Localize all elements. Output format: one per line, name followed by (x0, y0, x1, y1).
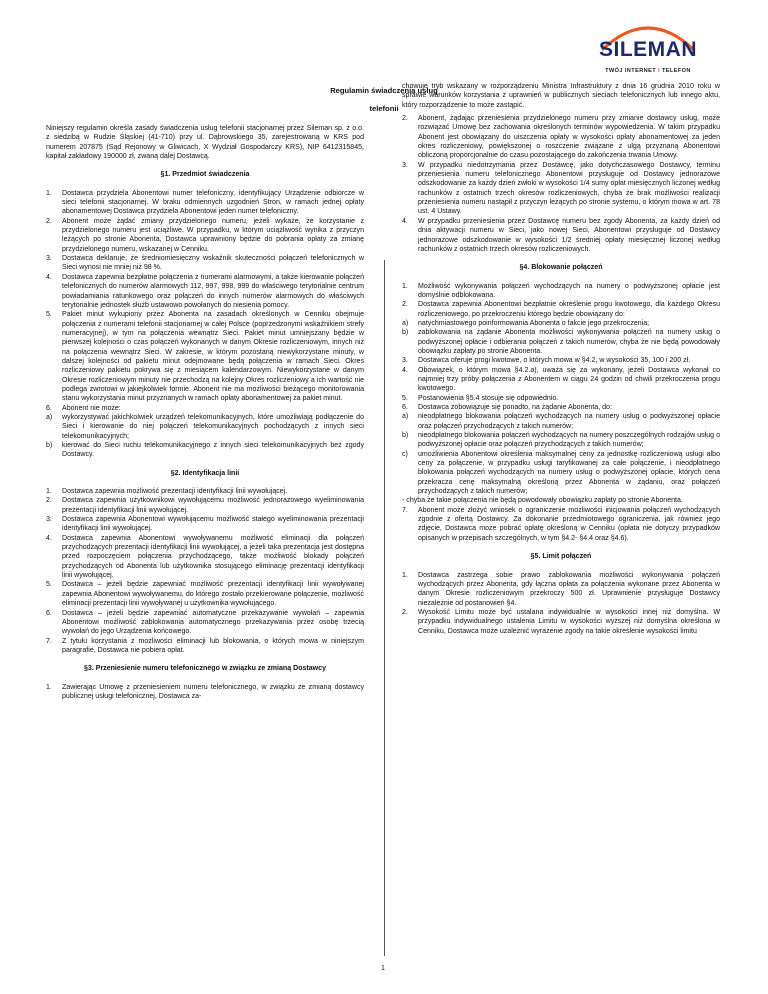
list-item-text: Pakiet minut wykupiony przez Abonenta na zasadach określonych w Cenniku obejmuje połączenia z numerami telefonii stacjonarnej w całej Polsce (poprzedzonymi wskaźnikiem strefy numeracyjnej), w tym na połączenia wewnątrz Sieci. Pakiet minut umniejszany będzie w pierwszej kolejności o czas połączeń wykonanych w danym Okresie rozliczeniowym, innych niż na połączenia wewnątrz Sieci. W zakresie, w którym pozostaną niewykorzystane minuty, w dalszej kolejności od pakietu minut odejmowane będą połączenia w ramach Sieci. Okres rozliczeniowy pakietu pokrywa się z miesiącem kalendarzowym. Niewykorzystane w danym Okresie rozliczeniowym minuty nie przechodzą na kolejny Okres rozliczeniowy a ich wartość nie podlega zwrotowi w jakiejkolwiek formie. Abonent nie ma możliwości bieżącego monitorowania stanu wykorzystania minut przyznanych w ramach opłaty abonamentowej za pakiet minut. (62, 311, 364, 403)
list-item-number: 7. (46, 637, 52, 645)
list-item (402, 450, 720, 497)
list-item (402, 328, 720, 356)
list-item-number: 1. (46, 488, 52, 496)
list-item-text: Dostawca zapewnia Abonentowi wywoływanemu możliwość eliminacji dla połączeń przychodzących prezentacji identyfikacji linii wywołującej, a jeżeli taka prezentacja jest dostępna przed rozpoczęciem połączenia przychodzącego, także możliwość blokady połączeń przychodzących od Abonenta lub użytkownika stosującego eliminację prezentacji identyfikacji linii wywołującej. (62, 534, 364, 580)
list-item-number: 2. (46, 497, 52, 505)
list-item-text: Dostawca zapewnia możliwość prezentacji identyfikacji linii wywołującej. (62, 488, 288, 496)
list-item-number: 5. (402, 394, 408, 402)
list-item (46, 310, 364, 403)
page-number: 1 (381, 965, 385, 972)
list-item (46, 683, 364, 702)
list-item-text: nieodpłatnego blokowania połączeń wychodzących na numery usług o podwyższonej opłacie oraz połączeń przychodzących z takich numerów; (418, 413, 720, 430)
list-item-number: 3. (402, 161, 408, 169)
list-item-text: W przypadku przeniesienia przez Dostawcę numeru bez zgody Abonenta, za każdy dzień od dnia aktywacji numeru w Sieci, jako nowej Sieci, Abonentowi przysługuje od Dostawcy jednorazowe odszkodowanie w wysokości 1/2 średniej opłaty miesięcznej liczonej według rachunków z ostatnich trzech okresów rozliczeniowych. (418, 217, 720, 253)
list-item (402, 282, 720, 301)
section-heading: §2. Identyfikacja linii (170, 469, 240, 477)
list-item-number: 2. (46, 217, 52, 225)
list-item-text: Dostawca deklaruje, że średniomiesięczny wskaźnik skuteczności połączeń telefonicznych w Sieci wynosi nie mniej niż 98 %. (62, 255, 364, 272)
left-column (46, 124, 364, 701)
list-item-text: kierować do Sieci ruchu telekomunikacyjnego z innych sieci telekomunikacyjnych bez zgody Dostawcy. (62, 442, 364, 459)
list-item-number: 5. (46, 311, 52, 319)
list-item (402, 356, 720, 365)
list-item-number: b) (402, 329, 409, 337)
list-item-text: Dostawca zapewnia użytkownikowi wywołującemu możliwość jednorazowego wyeliminowania prezentacji identyfikacji linii wywołującej. (62, 497, 364, 514)
document-title: Regulamin świadczenia usług (330, 86, 438, 95)
list-item-number: 3. (402, 357, 408, 365)
list-item-number: 7. (402, 506, 408, 514)
list-item (46, 580, 364, 608)
list-item (402, 114, 720, 161)
list-item-number: 5. (46, 581, 52, 589)
intro-paragraph: Niniejszy regulamin określa zasady świadczenia usług telefonii stacjonarnej przez Sileman sp. z o.o. z siedzibą w Rudzie Śląskiej (41-710) przy ul. Dąbrowskiego 35, zarejestrowaną w KRS pod numerem 207875 (Sąd Rejonowy w Gliwicach, X Wydział Gospodarczy KRS), NIP 6412315845, kapitał zakładowy 190000 zł, zwaną dalej Dostawcą. (46, 125, 364, 161)
section-3-continuation: chowuje tryb wskazany w rozporządzeniu Ministra Infrastruktury z dnia 16 grudnia 2010 roku w sprawie warunków korzystania z uprawnień w publicznych sieciach telefonicznych lub innego aktu, który rozporządzenie to może zastąpić. (402, 83, 720, 109)
list-item-text: Dostawca przydziela Abonentowi numer telefoniczny, identyfikujący Urządzenie odbiorcze w sieci telefonii stacjonarnej. W braku odmiennych uzgodnień Stron, w ramach jednej opłaty abonamentowej Dostawca przydziela Abonentowi jeden numer telefoniczny. (62, 189, 364, 216)
list-item (46, 254, 364, 273)
logo-name: SILEMAN (599, 38, 697, 61)
section-1 (46, 170, 364, 459)
list-item-text: Dostawca oferuje progi kwotowe, o których mowa w §4.2, w wysokości 35, 100 i 200 zł. (418, 357, 691, 365)
list-item (46, 273, 364, 310)
list-item-number: 2. (402, 608, 408, 616)
list-item-text: Dostawca zapewnia Abonentowi wywołującemu możliwość stałego wyeliminowania prezentacji identyfikacji linii wywołującej. (62, 516, 364, 533)
list-item-text: Z tytułu korzystania z możliwości eliminacji lub blokowania, o których mowa w niniejszym paragrafie, Dostawca nie pobiera opłat. (62, 637, 364, 654)
list-item-number: 1. (402, 282, 408, 290)
list-item (46, 496, 364, 515)
list-item-text: Obowiązek, o którym mowa §4.2.a), uważa się za wykonany, jeżeli Dostawca wykonał co najmniej trzy próby połączenia z Abonentem w ciągu 24 godzin od chwili przekroczenia progu kwotowego. (418, 366, 720, 393)
list-item (46, 637, 364, 656)
company-logo (584, 18, 712, 74)
section-heading: §5. Limit połączeń (530, 553, 592, 561)
list-item-number: a) (402, 413, 409, 421)
list-item-text: Dostawca zobowiązuje się ponadto, na żądanie Abonenta, do: (418, 404, 612, 411)
list-item (402, 300, 720, 319)
list-item (402, 608, 720, 636)
list-item-number: 1. (46, 683, 52, 691)
list-item (402, 412, 720, 431)
list-item-text: Dostawca zastrzega sobie prawo zablokowania możliwości wykonywania połączeń wychodzących przez Abonenta, gdy łączna opłata za połączenia wykonane przez Abonenta w danym Okresie rozliczeniowym przekroczy 500 zł. Uprawnienie przysługuje Dostawcy niezależnie od postanowień §4. (418, 571, 720, 607)
list-item (46, 441, 364, 460)
list-item-number: 6. (46, 404, 52, 412)
list-item-number: 4. (46, 534, 52, 542)
list-item (46, 534, 364, 581)
list-item-number: 6. (46, 609, 52, 617)
list-item (402, 217, 720, 254)
list-item (46, 404, 364, 413)
section-5 (402, 552, 720, 636)
section-3-continued-items (402, 114, 720, 254)
list-item (46, 515, 364, 534)
list-item-number: 3. (46, 255, 52, 263)
list-item-text: Dostawca – jeżeli będzie zapewniać możliwość prezentacji identyfikacji linii wywoływanej zapewnia Abonentowi wywoływanemu, do którego zostało przekierowane połączenie, możliwość eliminacji prezentacji linii wywoływanej u użytkownika wywołującego. (62, 581, 364, 608)
list-item-text: Postanowienia §5.4 stosuje się odpowiednio. (418, 394, 559, 402)
section-heading: §3. Przeniesienie numeru telefonicznego w związku ze zmianą Dostawcy (83, 665, 327, 673)
list-item-text: Wysokość Limitu może być ustalana indywidualnie w wysokości innej niż domyślna. W przypadku indywidualnego ustalenia Limitu w wysokości wyższej niż domyślna określona w Cenniku, Dostawca może uzależnić wyrażenie zgody na takie określenie wysokości limitu (418, 608, 720, 635)
list-item (46, 217, 364, 254)
list-item-text: Abonent może żądać zmiany przydzielonego numeru, jeżeli wykaże, że korzystanie z przydzielonego numeru jest uciążliwe. W przypadku, w którym uciążliwość wynika z przyczyn leżących po stronie Abonenta, Dostawca uprawniony będzie do pobrania opłaty za zmianę przydzielonego numeru, wskazanej w Cenniku. (62, 217, 364, 253)
list-item (402, 571, 720, 608)
list-item-text: Dostawca – jeżeli będzie zapewniać automatyczne przekazywanie wywołań – zapewnia Abonentowi możliwość zablokowania automatycznego przekazywania przez osobę trzecią wywołań do jego Urządzenia końcowego. (62, 609, 364, 636)
list-item (402, 506, 720, 543)
section-heading: §1. Przedmiot świadczenia (160, 171, 250, 179)
section-4 (402, 263, 720, 543)
list-item-text: Abonent nie może: (62, 404, 121, 412)
list-item-text: Możliwość wykonywania połączeń wychodzących na numery o podwyższonej opłacie jest domyślnie odblokowana. (418, 282, 720, 299)
document-subtitle: telefonii (369, 104, 399, 113)
list-item-number: 2. (402, 115, 408, 123)
list-item-number: 3. (46, 516, 52, 524)
list-item-number: b) (402, 432, 409, 440)
list-item-text: natychmiastowego poinformowania Abonenta o fakcie jego przekroczenia; (418, 319, 650, 327)
right-column (402, 82, 720, 636)
list-item-number: a) (46, 413, 53, 421)
list-item-number: b) (46, 442, 53, 449)
list-item-text: Zawierając Umowę z przeniesieniem numeru telefonicznego, w związku ze zmianą dostawcy publicznej usługi telefonicznej, Dostawca za- (62, 683, 364, 700)
list-item (46, 487, 364, 496)
list-item-text: Abonent, żądając przeniesienia przydzielonego numeru przy zmianie dostawcy usług, może rozwiązać Umowę bez zachowania określonych terminów wypowiedzenia. W takim przypadku Abonent jest obowiązany do uiszczenia opłaty w wysokości opłaty abonamentowej za jeden okres rozliczeniowy, powiększonej o roszczenie związane z ulgą przyznaną Abonentowi obliczoną proporcjonalnie do czasu pozostającego do zakończenia trwania Umowy. (418, 115, 720, 160)
list-item-text: Abonent może złożyć wniosek o ograniczenie możliwości inicjowania połączeń wychodzących zgodnie z ofertą Dostawcy. Za dokonanie przedmiotowego ograniczenia, jak również jego zdjęcie, Dostawca może pobrać opłatę określoną w Cenniku (opłata nie dotyczy przypadków opisanych w przepisach szczególnych, w tym §4.2- §4.4 oraz §4.6). (418, 506, 720, 542)
list-item (402, 431, 720, 450)
list-item-text: nieodpłatnego blokowania połączeń wychodzących na numery poszczególnych rodzajów usług o podwyższonej opłacie oraz połączeń przychodzących z takich numerów; (418, 432, 720, 449)
list-item-text: W przypadku niedotrzymania przez Dostawcę, jako dotychczasowego Dostawcy, terminu przeniesienia numeru telefonicznego Abonentowi przysługuje od Dostawcy jednorazowe odszkodowanie za każdy dzień zwłoki w wysokości 1/4 sumy opłat miesięcznych liczonej według rachunków z ostatnich trzech okresów rozliczeniowych, chyba że brak możliwości realizacji przeniesienia numeru nastąpił z przyczyn leżących po stronie systemu, o którym mowa w art. 78 ust. 4 Ustawy. (418, 161, 720, 216)
list-item-number: 4. (402, 366, 408, 374)
list-item-number: a) (402, 319, 409, 327)
list-item (402, 403, 720, 412)
logo-tagline: TWÓJ INTERNET I TELEFON (605, 68, 691, 74)
list-item-text: wykorzystywać jakichkolwiek urządzeń telekomunikacyjnych, które umożliwiają podłączenie do Sieci i kierowanie do niej połączeń telekomunikacyjnych pochodzących z innych sieci telekomunikacyjnych; (62, 413, 364, 440)
list-item (402, 161, 720, 217)
column-divider (384, 260, 385, 956)
list-item-number: c) (402, 450, 408, 458)
section-heading: §4. Blokowanie połączeń (519, 264, 603, 272)
list-item-number: 4. (46, 273, 52, 281)
list-item-number: 1. (402, 571, 408, 579)
list-item (402, 394, 720, 403)
section-2 (46, 469, 364, 656)
list-item-number: 6. (402, 404, 408, 411)
list-item-text: Dostawca zapewnia bezpłatne połączenia z numerami alarmowymi, a także kierowanie połączeń telefonicznych do numerów alarmowych 112, 997, 998, 999 do właściwego terytorialnie centrum powiadamiania ratunkowego oraz połączeń do innych numerów alarmowych do właściwych terytorialnie jednostek służb ustawowo powołanych do niesienia pomocy. (62, 273, 364, 309)
section-note: - chyba że takie połączenia nie będą powodowały obowiązku zapłaty po stronie Abonenta. (402, 497, 683, 505)
list-item (46, 413, 364, 441)
section-3 (46, 664, 364, 701)
list-item-number: 4. (402, 217, 408, 225)
list-item (46, 189, 364, 217)
list-item-number: 1. (46, 189, 52, 197)
list-item (402, 319, 720, 328)
list-item-number: 2. (402, 301, 408, 309)
list-item-text: Dostawca zapewnia Abonentowi bezpłatnie określenie progu kwotowego, dla każdego Okresu rozliczeniowego, po przekroczeniu którego będzie obowiązany do: (418, 301, 720, 318)
list-item-text: zablokowania na żądanie Abonenta możliwości wykonywania połączeń na numery usług o podwyższonej opłacie i odbierania połączeń z takich numerów, chyba że nie będą powodowały obowiązku zapłaty po stronie Abonenta. (418, 329, 720, 355)
list-item (46, 609, 364, 637)
list-item-text: umożliwienia Abonentowi określenia maksymalnej ceny za jednostkę rozliczeniową usługi albo ceny za połączenie, w przypadku usługi taryfikowanej za całe połączenie, i nieodpłatnego blokowania połączeń wychodzących na numery usług o podwyższonej opłacie, których cena przekracza cenę maksymalną określoną przez Abonenta w żądaniu, oraz połączeń przychodzących z takich numerów; (418, 450, 720, 496)
list-item (402, 366, 720, 394)
